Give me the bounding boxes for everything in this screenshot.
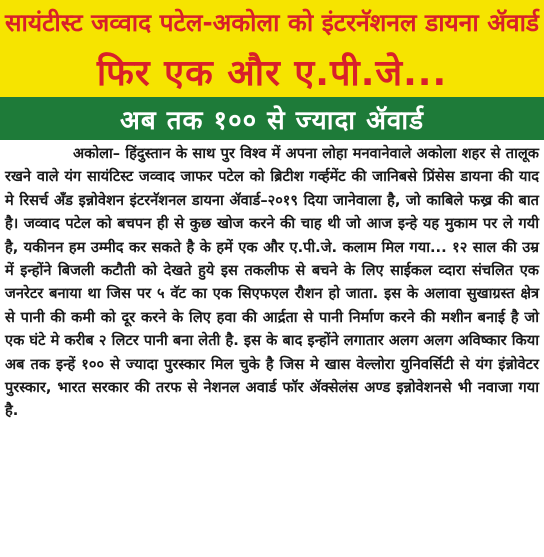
subheadline-banner bbox=[0, 97, 544, 140]
headline-line-1: सायंटीस्ट जव्वाद पटेल-अकोला को इंटरनॅशनल डायना ॲवार्ड bbox=[4, 8, 540, 37]
headline-line-2: फिर एक और ए.पी.जे... bbox=[96, 52, 448, 94]
headline-banner-main bbox=[0, 45, 544, 97]
headline-banner-top bbox=[0, 0, 544, 45]
headline-line-3: अब तक १०० से ज्यादा ॲवार्ड bbox=[119, 105, 425, 136]
article-body: अकोला– हिंदुस्तान के साथ पुर विश्व में अपना लोहा मनवानेवाले अकोला शहर से तालूक रखने वाले यंग सायंटिस्ट जव्वाद जाफर पटेल को ब्रिटीश गर्व्हमेंट की जानिबसे प्रिंसेस डायना की याद मे रिसर्च अँड इन्नोवेशन इंटरनॅशनल डायना ॲवार्ड–२०१९ दिया जानेवाला है, जो काबिले फख्र की बात है। जव्वाद पटेल को बचपन ही से कुछ खोज करने की चाह थी जो आज इन्हे यह मुकाम पर ले गयी है, यकीनन हम उम्मीद कर सकते है के हमें एक और ए.पी.जे. कलाम मिल गया... १२ साल की उम्र में इन्होंने बिजली कटौती को देखते हुये इस तकलीफ से बचने के लिए साईकल व्दारा संचलित एक जनरेटर बनाया था जिस पर ५ वॅट का एक सिएफएल रौशन हो जाता. इस के अलावा सुखाग्रस्त क्षेत्र से पानी की कमी को दूर करने के लिए हवा की आर्द्रता से पानी निर्माण करने की मशीन बनाई है जो एक घंटे मे करीब २ लिटर पानी बना लेती है. इस के बाद इन्होंने लगातार अलग अलग अविष्कार किया अब तक इन्हें १०० से ज्यादा पुरस्कार मिल चुके है जिस मे खास वेल्लोरा युनिवर्सिटी से यंग इंन्नोवेटर पुरस्कार, भारत सरकार की तरफ से नेशनल अवार्ड फॉर ॲक्सेलंस अण्ड इन्नोवेशनसे भी नवाजा गया है. bbox=[5, 145, 539, 420]
